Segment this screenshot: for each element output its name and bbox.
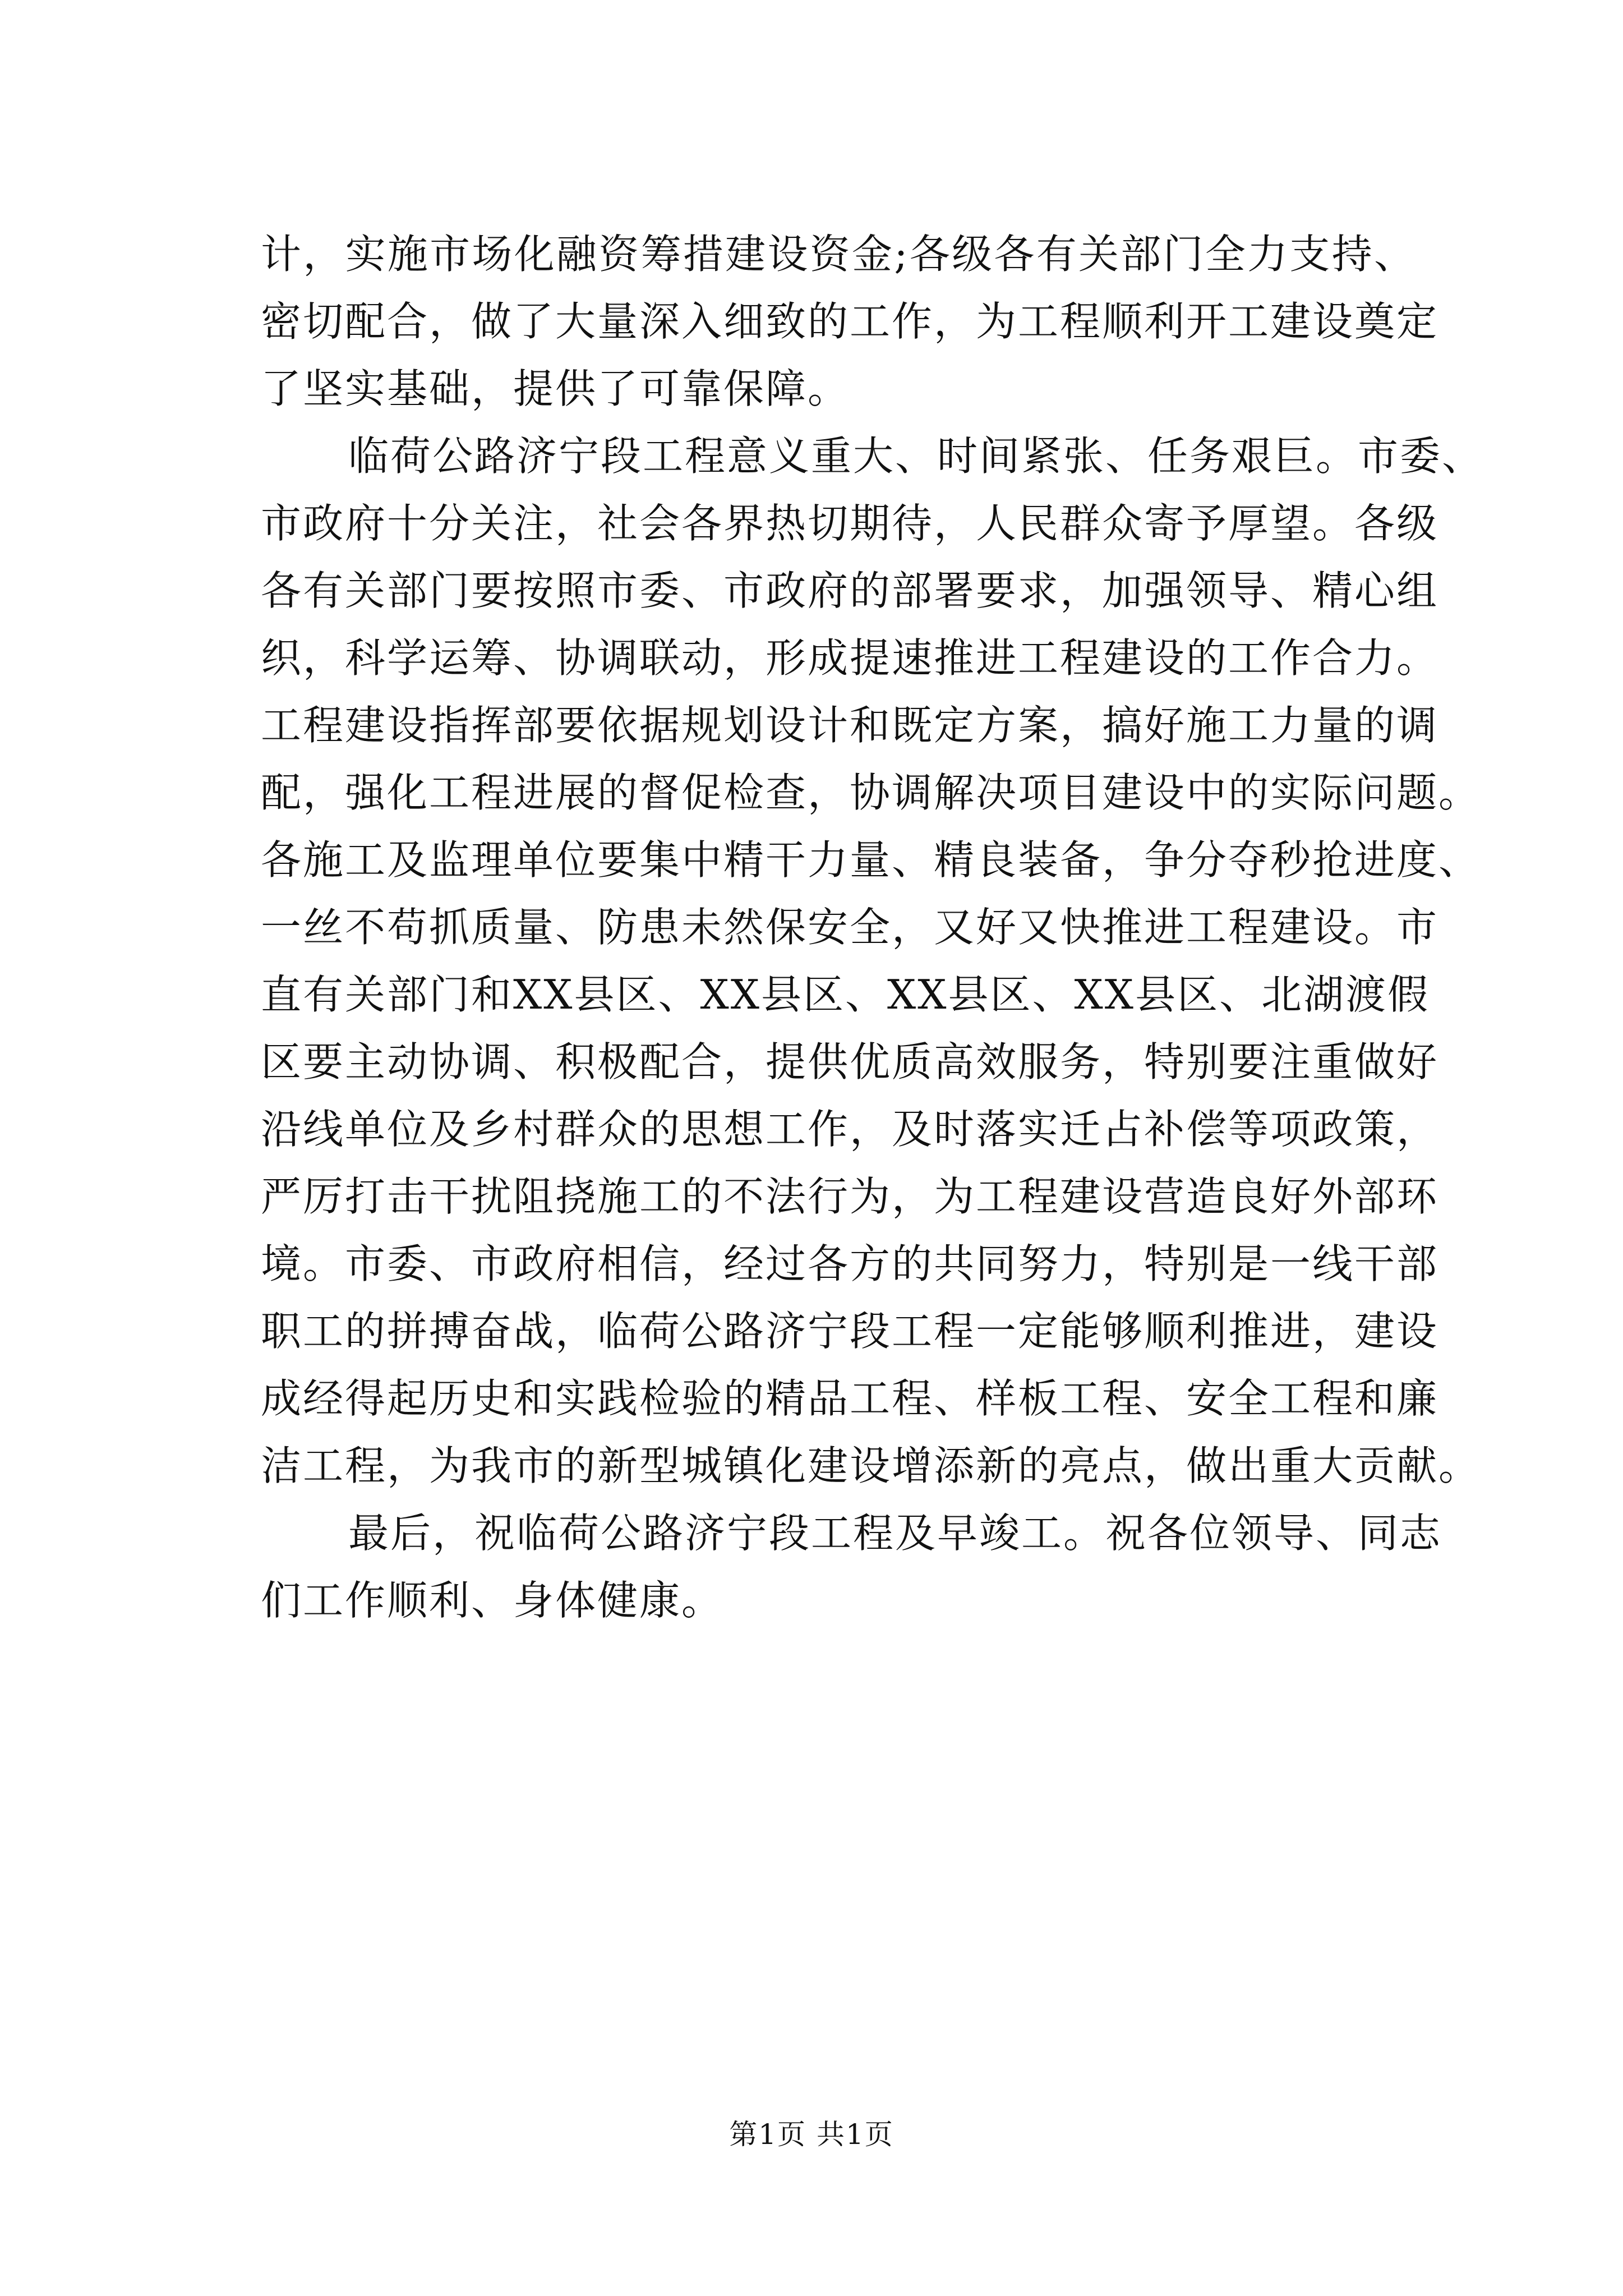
paragraph-first-line: 最后，祝临荷公路济宁段工程及早竣工。祝各位领导、同志	[348, 1510, 1442, 1557]
text-line: 区要主动协调、积极配合，提供优质高效服务，特别要注重做好	[261, 1038, 1439, 1085]
page-footer: 第1页 共1页	[729, 2118, 894, 2151]
text-line: 各施工及监理单位要集中精干力量、精良装备，争分夺秒抢进度、	[261, 836, 1481, 884]
text-line: 计，实施市场化融资筹措建设资金;各级各有关部门全力支持、	[261, 231, 1416, 278]
text-line: 各有关部门要按照市委、市政府的部署要求，加强领导、精心组	[261, 567, 1439, 614]
text-line: 工程建设指挥部要依据规划设计和既定方案，搞好施工力量的调	[261, 702, 1439, 749]
text-line: 了坚实基础，提供了可靠保障。	[261, 365, 850, 412]
paragraph-first-line: 临荷公路济宁段工程意义重大、时间紧张、任务艰巨。市委、	[348, 432, 1484, 480]
text-line: 沿线单位及乡村群众的思想工作，及时落实迁占补偿等项政策，	[261, 1106, 1439, 1153]
text-line: 直有关部门和XX县区、XX县区、XX县区、XX县区、北湖渡假	[261, 971, 1430, 1018]
text-line: 密切配合，做了大量深入细致的工作，为工程顺利开工建设奠定	[261, 298, 1439, 345]
text-line: 严厉打击干扰阻挠施工的不法行为，为工程建设营造良好外部环	[261, 1173, 1439, 1220]
text-line: 配，强化工程进展的督促检查，协调解决项目建设中的实际问题。	[261, 769, 1481, 816]
document-body	[261, 220, 1484, 1634]
text-line: 一丝不苟抓质量、防患未然保安全，又好又快推进工程建设。市	[261, 904, 1439, 951]
text-line: 成经得起历史和实践检验的精品工程、样板工程、安全工程和廉	[261, 1375, 1439, 1422]
text-line: 市政府十分关注，社会各界热切期待，人民群众寄予厚望。各级	[261, 500, 1439, 547]
text-line: 织，科学运筹、协调联动，形成提速推进工程建设的工作合力。	[261, 634, 1439, 682]
text-line: 们工作顺利、身体健康。	[261, 1577, 724, 1624]
text-line: 境。市委、市政府相信，经过各方的共同努力，特别是一线干部	[261, 1240, 1439, 1287]
text-line: 洁工程，为我市的新型城镇化建设增添新的亮点，做出重大贡献。	[261, 1442, 1481, 1489]
text-line: 职工的拼搏奋战，临荷公路济宁段工程一定能够顺利推进，建设	[261, 1308, 1439, 1355]
